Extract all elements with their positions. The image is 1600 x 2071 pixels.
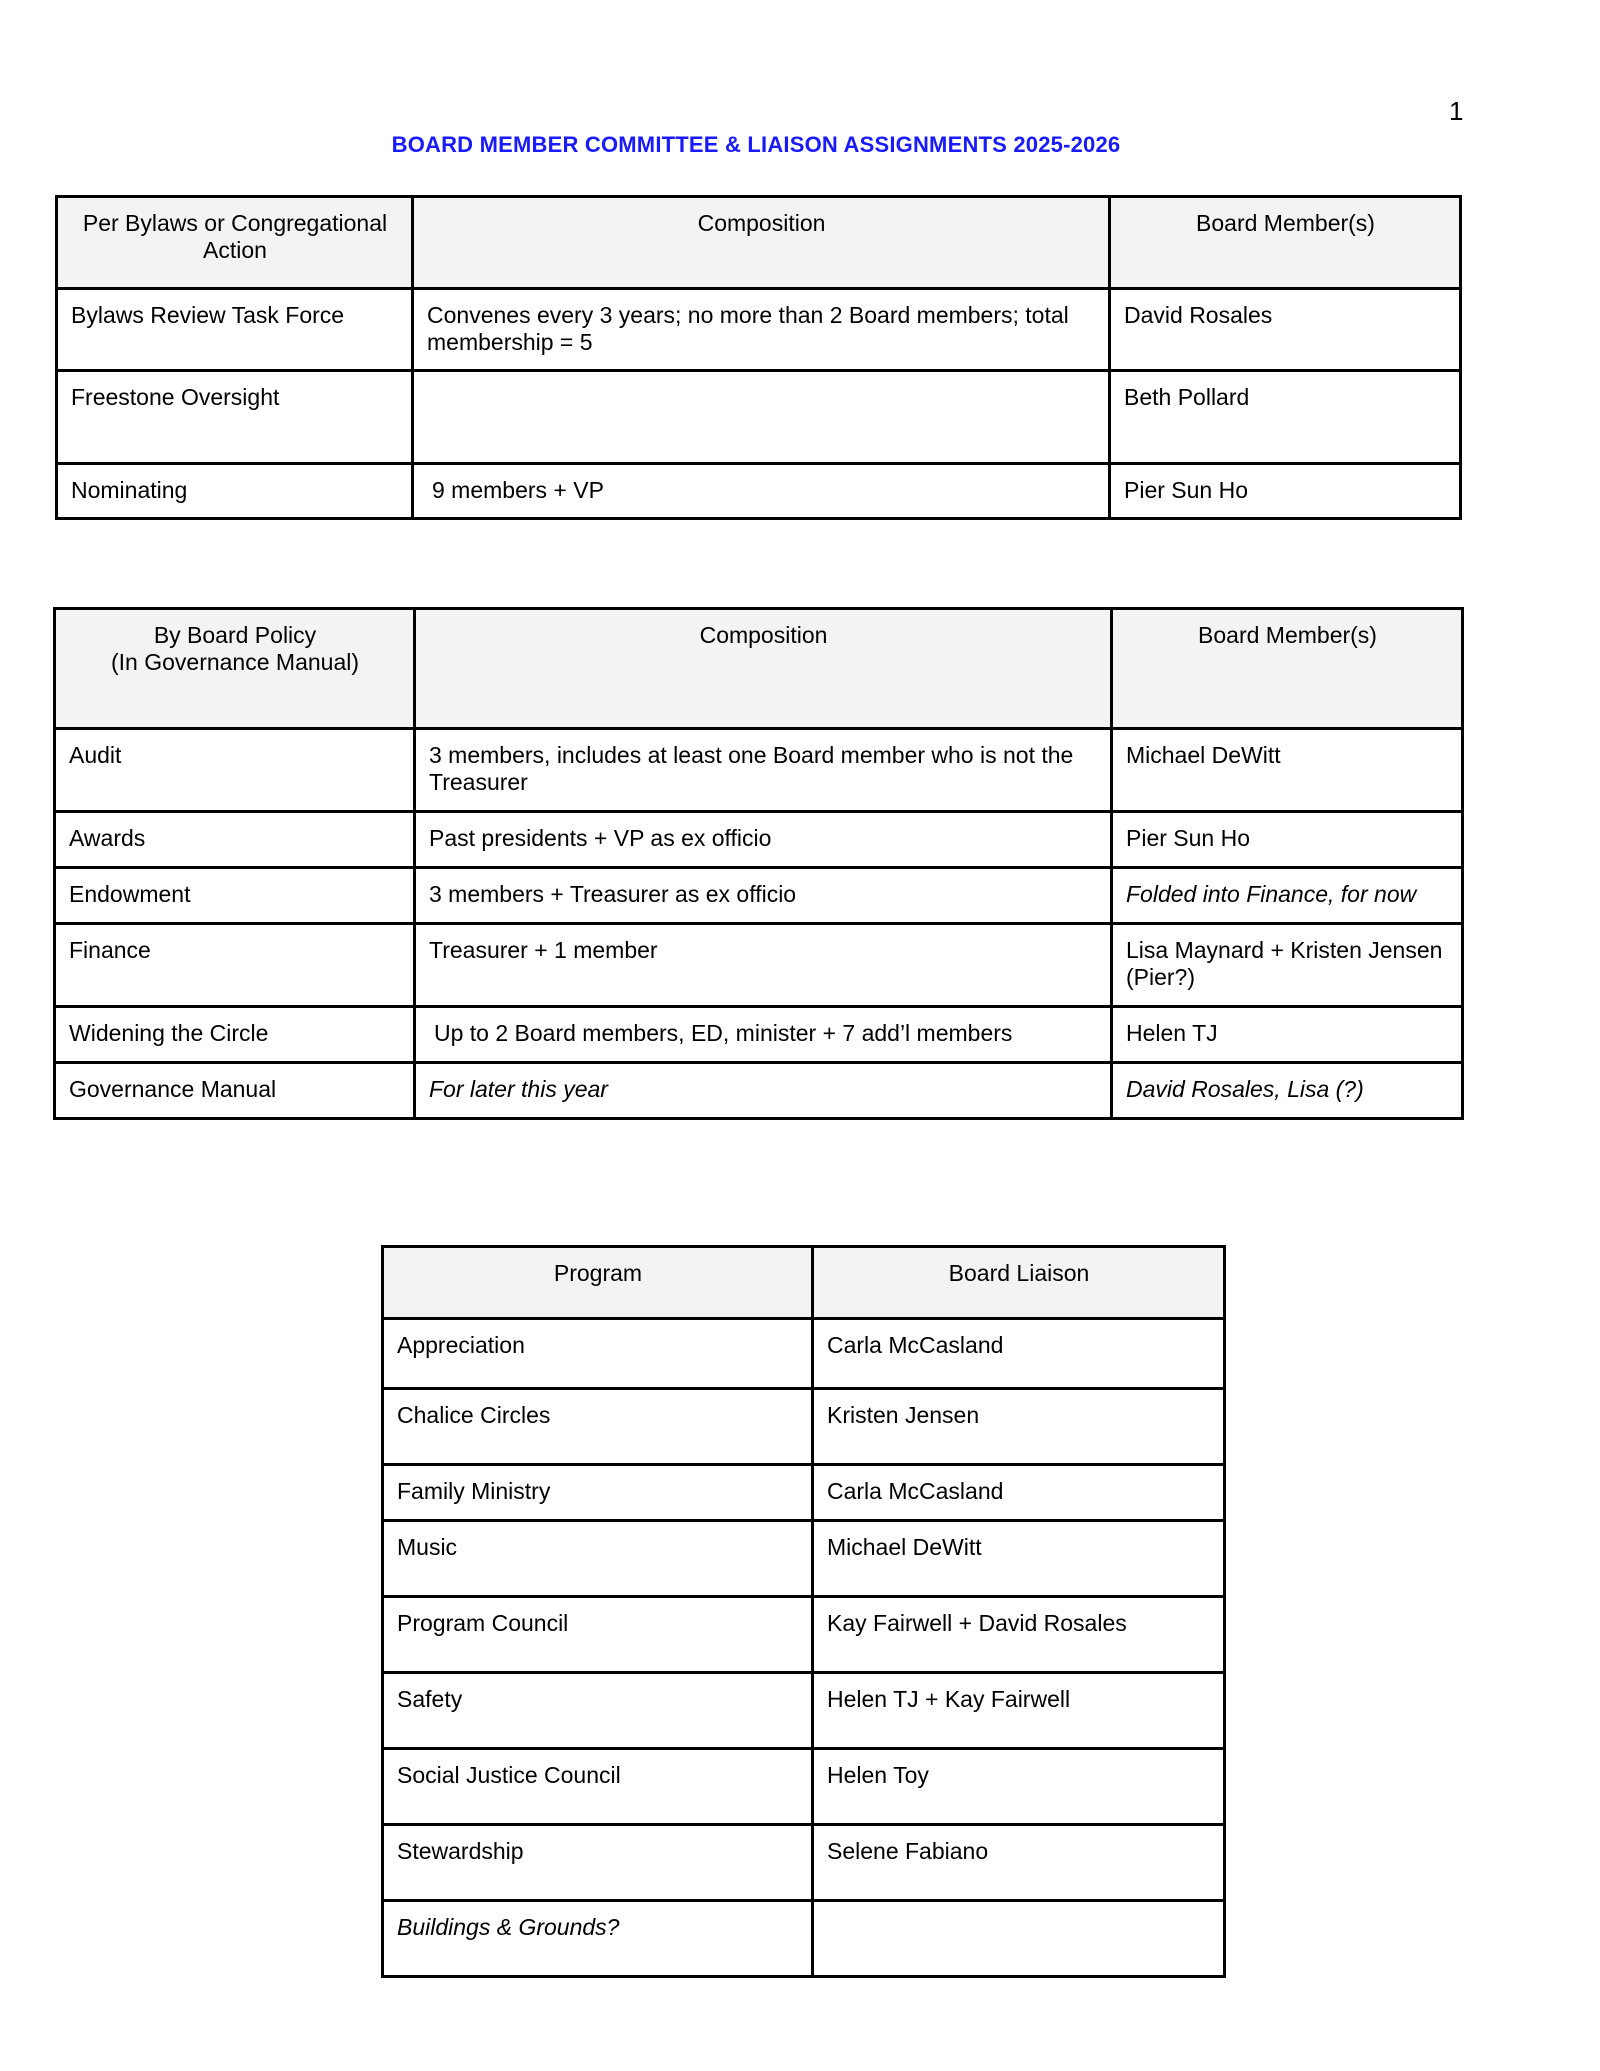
table-row <box>55 812 1463 868</box>
board-member: Beth Pollard <box>1110 371 1461 464</box>
table-row <box>383 1901 1225 1977</box>
program-name: Buildings & Grounds? <box>383 1901 813 1977</box>
committee-name: Nominating <box>57 464 413 519</box>
committee-name: Governance Manual <box>55 1063 415 1119</box>
committee-name: Endowment <box>55 868 415 924</box>
board-liaison: Kristen Jensen <box>813 1389 1225 1465</box>
program-name: Chalice Circles <box>383 1389 813 1465</box>
committee-name: Finance <box>55 924 415 1007</box>
table-row <box>55 1007 1463 1063</box>
board-member: Lisa Maynard + Kristen Jensen (Pier?) <box>1112 924 1463 1007</box>
program-name: Safety <box>383 1673 813 1749</box>
board-member: Pier Sun Ho <box>1112 812 1463 868</box>
composition: 3 members + Treasurer as ex officio <box>415 868 1112 924</box>
column-header-program: Program <box>383 1247 813 1319</box>
board-member: Folded into Finance, for now <box>1112 868 1463 924</box>
page-number: 1 <box>1449 96 1464 126</box>
table-header-row <box>57 197 1461 289</box>
composition: For later this year <box>415 1063 1112 1119</box>
column-header-composition: Composition <box>415 609 1112 729</box>
composition: Past presidents + VP as ex officio <box>415 812 1112 868</box>
bylaws-committee-table <box>55 195 1462 520</box>
composition: 9 members + VP <box>413 464 1110 519</box>
board-liaison: Helen Toy <box>813 1749 1225 1825</box>
table-header-row <box>55 609 1463 729</box>
program-name: Stewardship <box>383 1825 813 1901</box>
column-header-committee <box>55 609 415 729</box>
column-header-board-liaison: Board Liaison <box>813 1247 1225 1319</box>
board-liaison: Carla McCasland <box>813 1319 1225 1389</box>
table-row <box>57 371 1461 464</box>
program-name: Social Justice Council <box>383 1749 813 1825</box>
board-member: Pier Sun Ho <box>1110 464 1461 519</box>
program-liaison-table <box>381 1245 1226 1978</box>
committee-name: Freestone Oversight <box>57 371 413 464</box>
table-row <box>57 289 1461 371</box>
column-header-composition: Composition <box>413 197 1110 289</box>
board-member: David Rosales <box>1110 289 1461 371</box>
program-name: Program Council <box>383 1597 813 1673</box>
board-liaison: Selene Fabiano <box>813 1825 1225 1901</box>
committee-name: Audit <box>55 729 415 812</box>
table-row <box>383 1521 1225 1597</box>
table-header-row <box>383 1247 1225 1319</box>
board-liaison: Kay Fairwell + David Rosales <box>813 1597 1225 1673</box>
table-row <box>383 1825 1225 1901</box>
board-liaison <box>813 1901 1225 1977</box>
composition: Convenes every 3 years; no more than 2 Board members; total membership = 5 <box>413 289 1110 371</box>
document-title: BOARD MEMBER COMMITTEE & LIAISON ASSIGNMENTS 2025-2026 <box>391 132 1121 157</box>
committee-name: Awards <box>55 812 415 868</box>
table-row <box>55 1063 1463 1119</box>
board-member: David Rosales, Lisa (?) <box>1112 1063 1463 1119</box>
table-row <box>383 1673 1225 1749</box>
board-member: Helen TJ <box>1112 1007 1463 1063</box>
program-name: Appreciation <box>383 1319 813 1389</box>
composition <box>413 371 1110 464</box>
header-line: (In Governance Manual) <box>110 649 359 675</box>
table-row <box>55 868 1463 924</box>
column-header-committee: Per Bylaws or Congregational Action <box>57 197 413 289</box>
board-member: Michael DeWitt <box>1112 729 1463 812</box>
table-row <box>383 1319 1225 1389</box>
table-row <box>57 464 1461 519</box>
program-name: Family Ministry <box>383 1465 813 1521</box>
board-liaison: Michael DeWitt <box>813 1521 1225 1597</box>
column-header-board-members: Board Member(s) <box>1110 197 1461 289</box>
table-row <box>383 1389 1225 1465</box>
committee-name: Widening the Circle <box>55 1007 415 1063</box>
table-row <box>383 1465 1225 1521</box>
committee-name: Bylaws Review Task Force <box>57 289 413 371</box>
table-row <box>383 1749 1225 1825</box>
table-row <box>383 1597 1225 1673</box>
board-liaison: Helen TJ + Kay Fairwell <box>813 1673 1225 1749</box>
policy-committee-table <box>53 607 1464 1120</box>
program-name: Music <box>383 1521 813 1597</box>
composition: 3 members, includes at least one Board member who is not the Treasurer <box>415 729 1112 812</box>
column-header-board-members: Board Member(s) <box>1112 609 1463 729</box>
composition: Treasurer + 1 member <box>415 924 1112 1007</box>
board-liaison: Carla McCasland <box>813 1465 1225 1521</box>
table-row <box>55 924 1463 1007</box>
composition: Up to 2 Board members, ED, minister + 7 add’l members <box>415 1007 1112 1063</box>
table-row <box>55 729 1463 812</box>
header-line: By Board Policy <box>153 622 317 648</box>
